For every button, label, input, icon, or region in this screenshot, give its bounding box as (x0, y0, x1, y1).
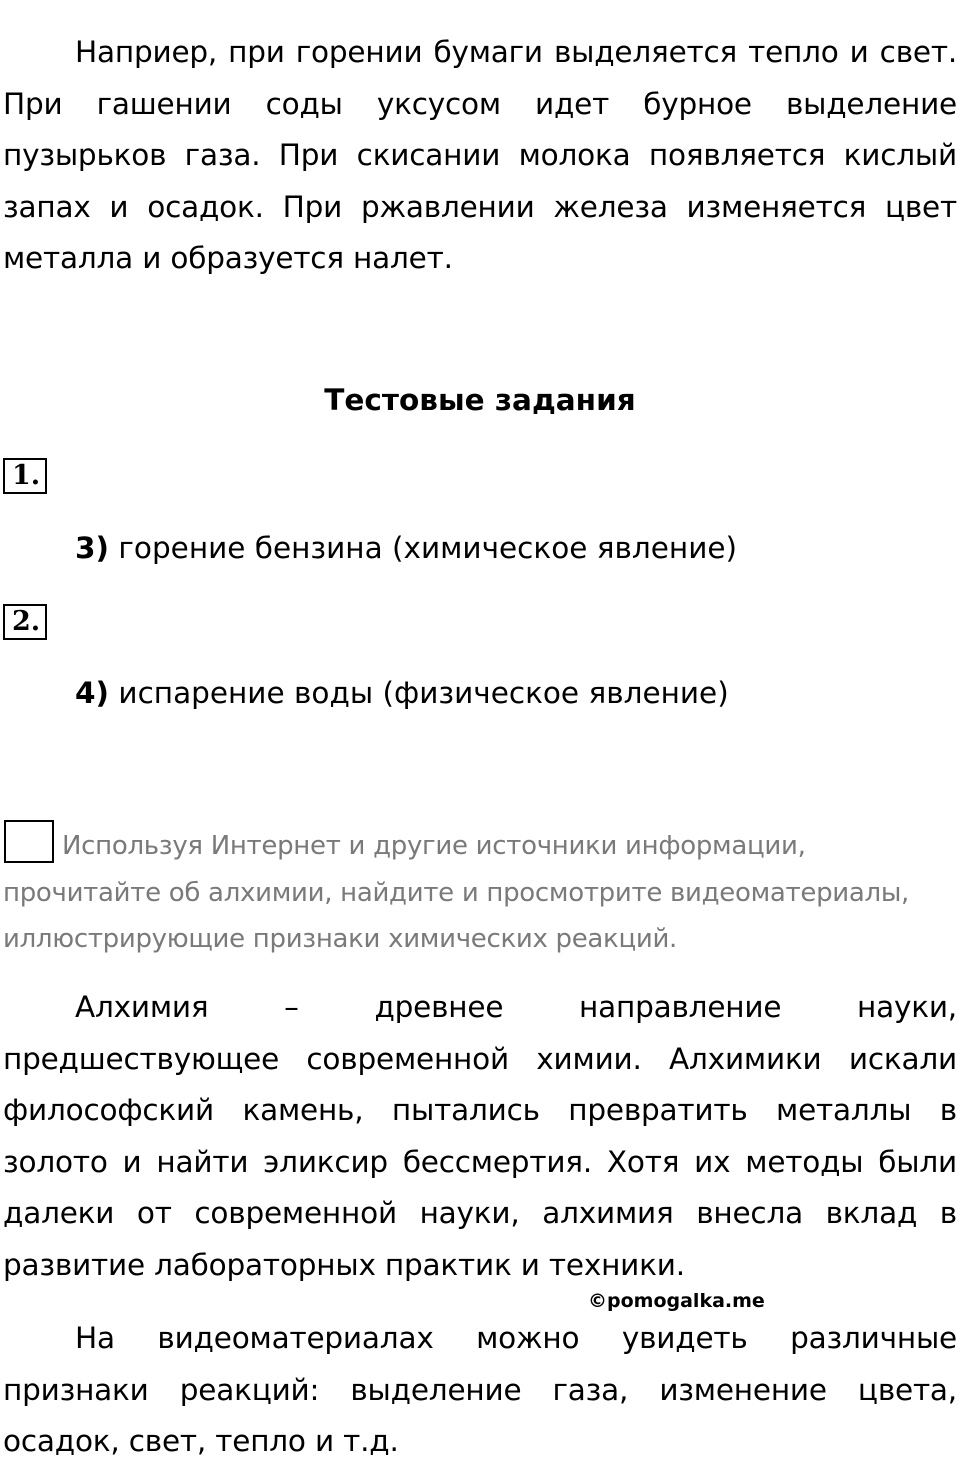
test-answer-1-label: 3) (75, 531, 110, 565)
test-number-2: 2. (3, 604, 47, 640)
section-title: Тестовые задания (324, 383, 636, 417)
test-answer-2-label: 4) (75, 676, 110, 710)
test-answer-1-text: горение бензина (химическое явление) (109, 531, 738, 565)
test-answer-2 (75, 671, 729, 715)
test-answer-2-text: испарение воды (физическое явление) (109, 676, 729, 710)
alchemy-paragraph: Алхимия – древнее направление науки, предшествующее современной химии. Алхимики искали философский камень, пытались превратить металлы в золото и найти эликсир бессмертия. Хотя их методы были далеки от современной науки, алхимия внесла вклад в развитие лабораторных практик и техники. (3, 990, 957, 1282)
task-instructions: Используя Интернет и другие источники информации, прочитайте об алхимии, найдите и просмотрите видеоматериалы, иллюстрирующие признаки химических реакций. (3, 831, 910, 954)
test-number-1: 1. (3, 458, 47, 494)
test-answer-1 (75, 526, 737, 570)
watermark: ©pomogalka.me (588, 1290, 765, 1312)
video-paragraph: На видеоматериалах можно увидеть различные признаки реакций: выделение газа, изменение цвета, осадок, свет, тепло и т.д. (3, 1321, 957, 1458)
intro-paragraph: Наприер, при горении бумаги выделяется тепло и свет. При гашении соды уксусом идет бурное выделение пузырьков газа. При скисании молока появляется кислый запах и осадок. При ржавлении железа изменяется цвет металла и образуется налет. (3, 35, 957, 275)
